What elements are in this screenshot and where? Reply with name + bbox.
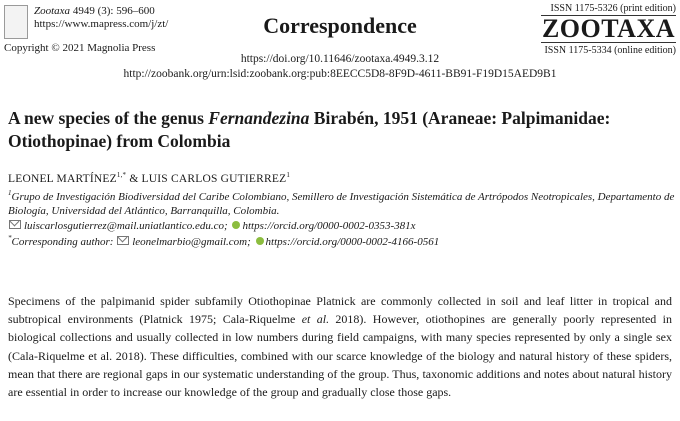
affiliation-sup: 1 [8,189,12,197]
doi-link[interactable]: https://doi.org/10.11646/zootaxa.4949.3.12 [240,53,440,65]
copyright: Copyright © 2021 Magnolia Press [4,42,156,54]
body-paragraph [8,292,672,401]
body-pre: Specimens of the palpimanid spider subfamily Otiothopinae Platnick are commonly collected in soil and leaf litter in tropical and subtropical environments (Platnick 1975; Cala-Riquelme [8,294,672,327]
body-post: 2018). However, otiothopines are generally poorly represented in biological collections and usually collected in low numbers during field campaigns, with many species represented by only a single sex (Cala-Riquelme et al. 2018). These difficulties, combined with our scarce knowledge of the biology and natural history of these spiders, mean that there are regional gaps in our systematic understanding of the group. Thus, taxonomic additions and notes about natural history are essential in order to increase our knowledge of the group and gradually close those gaps. [8,312,672,400]
citation: 4949 (3): 596–600 [72,5,155,17]
body-etal: et al. [301,312,330,327]
mail-icon [117,236,129,245]
author-1-sup: 1,* [116,171,127,179]
orcid-icon [232,221,240,229]
zootaxa-logo: ZOOTAXA [541,14,675,43]
author-1: LEONEL MARTÍNEZ [8,173,117,185]
email-2[interactable]: leonelmarbio@gmail.com; [132,236,251,248]
mail-icon [9,220,21,229]
orcid-2[interactable]: https://orcid.org/0000-0002-4166-0561 [265,236,440,248]
affiliation-text: Grupo de Investigación Biodiversidad del Caribe Colombiano, Semillero de Investigación Sistemática de Artrópodos Neotropicales, Departamento de Biología, Universidad del Atlántico, Barranquilla, Colombia. [8,191,675,217]
contact-line-1 [8,220,416,232]
issn-online: ISSN 1175-5334 (online edition) [544,45,676,56]
email-1[interactable]: luiscarlosgutierrez@mail.uniatlantico.edu.co; [24,220,228,232]
author-sep: & [126,173,142,185]
section-heading: Correspondence [263,13,417,38]
contact-line-2 [8,236,439,248]
orcid-1[interactable]: https://orcid.org/0000-0002-0353-381x [242,220,416,232]
issn-print: ISSN 1175-5326 (print edition) [550,3,676,14]
corresponding-sup: * [8,234,12,242]
affiliation [8,191,676,218]
author-2-sup: 1 [286,171,291,179]
article-title [8,107,678,153]
journal-website-link[interactable]: https://www.mapress.com/j/zt/ [34,17,169,30]
corresponding-label: Corresponding author: [11,236,114,248]
zoobank-link[interactable]: http://zoobank.org/urn:lsid:zoobank.org:pub:8EECC5D8-8F9D-4611-BB91-F19D15AED9B1 [123,68,557,80]
authors [8,173,290,185]
journal-name: Zootaxa [34,5,71,17]
title-genus: Fernandezina [208,108,310,128]
orcid-icon [256,237,264,245]
title-pre: A new species of the genus [8,108,209,128]
author-2: LUIS CARLOS GUTIERREZ [141,173,287,185]
title-post: Birabén, 1951 (Araneae: Palpimanidae: Otiothopinae) from Colombia [8,108,611,151]
